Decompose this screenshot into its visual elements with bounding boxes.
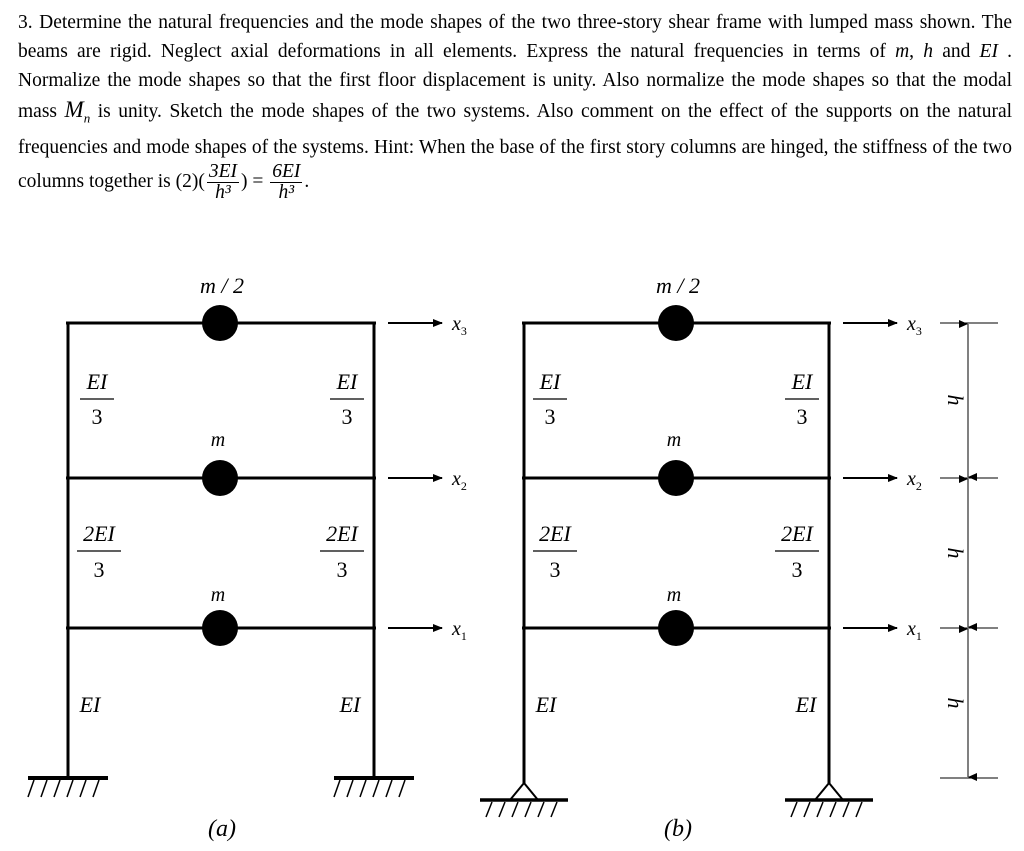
sentence-5: Normalize the mode shapes so that the first floor displacement is unity. [18, 70, 597, 91]
hinged-support-left [480, 783, 568, 817]
lower-mass [202, 610, 238, 646]
x3-label: $x_3$ [452, 313, 467, 338]
x1-label: $x_1$ [452, 618, 467, 643]
x3-label: $x_3$ [907, 313, 922, 338]
height-label-top: h [943, 394, 968, 406]
story1-right-stiffness: EI [795, 692, 817, 717]
story2-left-stiffness-den: 3 [93, 557, 105, 582]
shear-frame-figure [0, 240, 1024, 851]
middle-mass-label: m [210, 429, 226, 451]
sentence-4b: . [1007, 41, 1013, 62]
sentence-2: The beams are rigid. [18, 12, 1012, 62]
problem-paragraph [18, 8, 1012, 203]
sentence-9: Hint: When the base of the first story columns are hinged, the stiffness of the two columns together is (2)( [18, 136, 1013, 192]
story2-right-stiffness-den: 3 [791, 557, 803, 582]
comma: , [909, 41, 915, 62]
sentence-6b: is unity. [97, 101, 162, 122]
story2-left-stiffness-den: 3 [549, 557, 561, 582]
story3-right-stiffness-den: 3 [796, 404, 808, 429]
story3-left-stiffness-num: EI [86, 369, 108, 394]
x2-label: $x_2$ [452, 468, 467, 493]
story-height-dimensions [940, 323, 998, 778]
sentence-8: Also comment on the effect of the supports on the natural frequencies and mode shapes of the systems. [18, 101, 1013, 158]
and-word: and [942, 41, 971, 62]
middle-mass [658, 460, 694, 496]
middle-mass [202, 460, 238, 496]
caption-a: (a) [208, 816, 236, 842]
fixed-support-left [28, 778, 108, 797]
lower-mass-label: m [666, 584, 682, 606]
equals-sign: ) = [241, 170, 264, 192]
frame-b [480, 273, 922, 842]
story3-right-stiffness-num: EI [336, 369, 358, 394]
lower-mass [658, 610, 694, 646]
hinged-support-right [785, 783, 873, 817]
x2-label: $x_2$ [907, 468, 922, 493]
story2-right-stiffness-den: 3 [336, 557, 348, 582]
top-mass [658, 305, 694, 341]
story2-left-stiffness-num: 2EI [539, 521, 571, 546]
var-m: m [895, 41, 910, 62]
caption-b: (b) [664, 816, 692, 842]
var-EI: EI [979, 41, 998, 62]
story3-left-stiffness-den: 3 [91, 404, 103, 429]
fraction-6EI-over-h3: $\frac{6EI}{\text{h³}}$ [272, 160, 301, 203]
sentence-6a: Also normalize the mode shapes so that the modal mass [18, 70, 1012, 122]
story2-right-stiffness-num: 2EI [781, 521, 813, 546]
story1-left-stiffness: EI [79, 692, 101, 717]
frame-a [28, 273, 467, 842]
story3-left-stiffness-den: 3 [544, 404, 556, 429]
top-mass [202, 305, 238, 341]
sentence-3: Neglect axial deformations in all elements. [160, 41, 518, 62]
end-period: . [304, 170, 310, 192]
story1-right-stiffness: EI [339, 692, 361, 717]
fraction-3EI-over-h3: $\frac{3EI}{\text{h³}}$ [208, 160, 237, 203]
story3-right-stiffness-den: 3 [341, 404, 353, 429]
sentence-1: Determine the natural frequencies and the mode shapes of the two three-story shear frame with lumped mass shown. [39, 12, 976, 33]
sentence-7: Sketch the mode shapes of the two systems. [169, 101, 531, 122]
var-h: h [923, 41, 933, 62]
sentence-4a: Express the natural frequencies in terms of [526, 41, 886, 62]
story3-left-stiffness-num: EI [539, 369, 561, 394]
problem-statement [18, 8, 1012, 203]
var-Mn: $M_n$ [64, 97, 91, 126]
lower-mass-label: m [210, 584, 226, 606]
story1-left-stiffness: EI [535, 692, 557, 717]
story2-left-stiffness-num: 2EI [83, 521, 115, 546]
story2-right-stiffness-num: 2EI [326, 521, 358, 546]
top-mass-label: m / 2 [656, 273, 700, 298]
x1-label: $x_1$ [907, 618, 922, 643]
top-mass-label: m / 2 [200, 273, 244, 298]
problem-number: 3. [18, 12, 33, 33]
height-label-bottom: h [943, 697, 968, 709]
middle-mass-label: m [666, 429, 682, 451]
height-label-middle: h [943, 547, 968, 559]
fixed-support-right [334, 778, 414, 797]
story3-right-stiffness-num: EI [791, 369, 813, 394]
